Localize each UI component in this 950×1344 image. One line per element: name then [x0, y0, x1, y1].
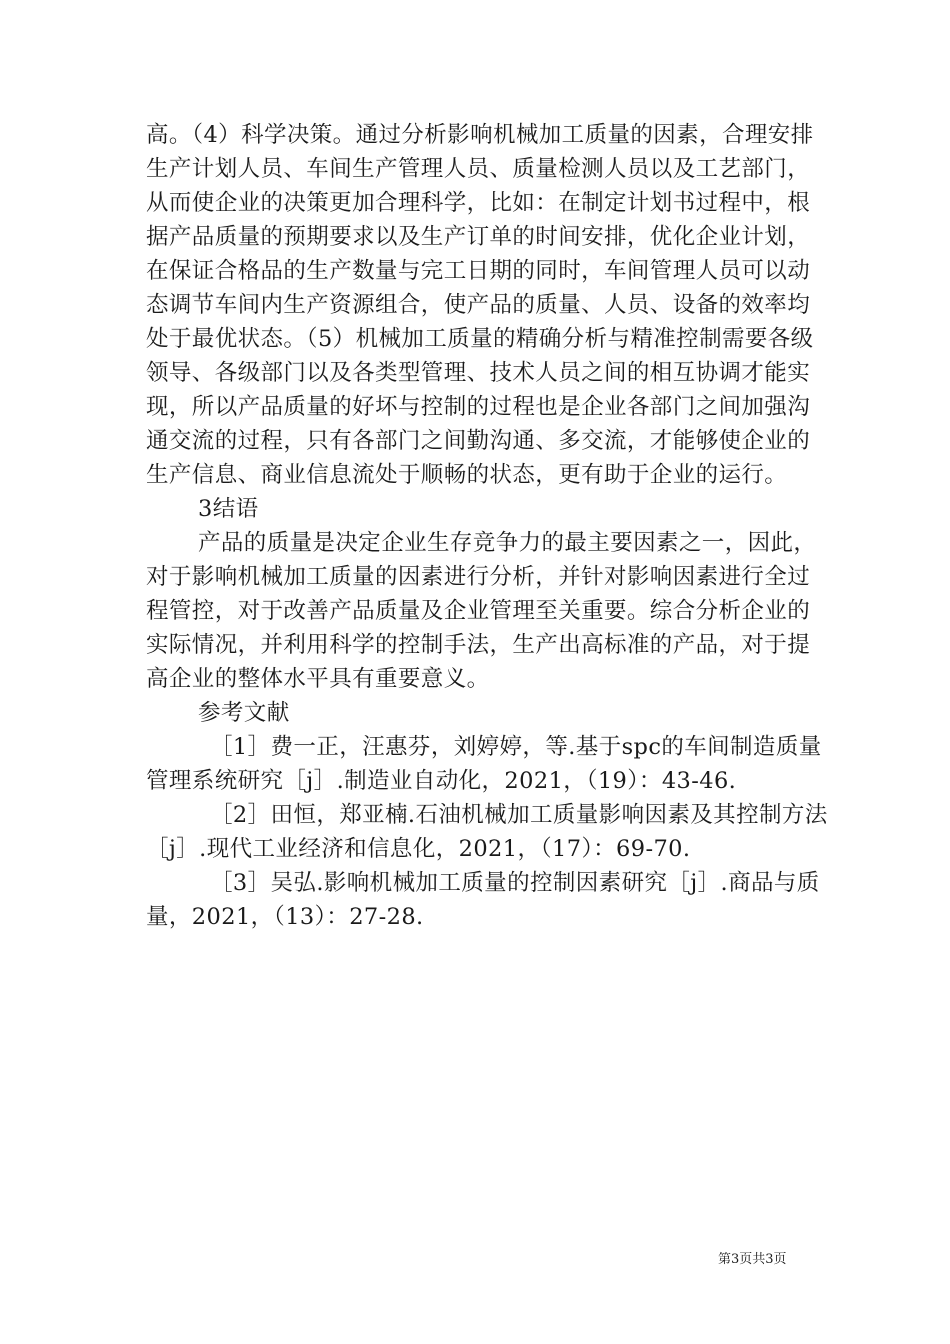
paragraph-line: 生产计划人员、车间生产管理人员、质量检测人员以及工艺部门， [146, 156, 811, 182]
paragraph-line: 从而使企业的决策更加合理科学，比如：在制定计划书过程中，根 [146, 190, 811, 216]
reference-line: 量，2021，（13）：27-28. [146, 904, 424, 930]
paragraph-line: 态调节车间内生产资源组合，使产品的质量、人员、设备的效率均 [146, 292, 811, 318]
reference-list [146, 730, 828, 934]
reference-line: 管理系统研究［j］.制造业自动化，2021，（19）：43-46. [146, 768, 737, 794]
reference-line: ［j］.现代工业经济和信息化，2021，（17）：69-70. [146, 836, 691, 862]
reference-line: ［1］费一正，汪惠芬，刘婷婷，等.基于spc的车间制造质量 [210, 734, 822, 760]
paragraph-line: 生产信息、商业信息流处于顺畅的状态，更有助于企业的运行。 [146, 462, 788, 488]
reference-line: ［3］吴弘.影响机械加工质量的控制因素研究［j］.商品与质 [210, 870, 820, 896]
page-number-footer: 第3页共3页 [718, 1252, 787, 1267]
paragraph-line: 高。（4）科学决策。通过分析影响机械加工质量的因素，合理安排 [146, 122, 814, 148]
paragraph-line: 产品的质量是决定企业生存竞争力的最主要因素之一，因此， [198, 530, 817, 556]
paragraph-line: 现，所以产品质量的好坏与控制的过程也是企业各部门之间加强沟 [146, 394, 811, 420]
paragraph-scientific-decision [146, 118, 814, 492]
conclusion-heading: 3结语 [198, 496, 259, 522]
paragraph-line: 实际情况，并利用科学的控制手法，生产出高标准的产品，对于提 [146, 632, 811, 658]
paragraph-line: 对于影响机械加工质量的因素进行分析，并针对影响因素进行全过 [146, 564, 811, 590]
reference-item [146, 730, 822, 798]
reference-item [146, 798, 828, 866]
paragraph-line: 通交流的过程，只有各部门之间勤沟通、多交流，才能够使企业的 [146, 428, 811, 454]
paragraph-line: 程管控，对于改善产品质量及企业管理至关重要。综合分析企业的 [146, 598, 811, 624]
paragraph-line: 据产品质量的预期要求以及生产订单的时间安排，优化企业计划， [146, 224, 811, 250]
reference-line: ［2］田恒，郑亚楠.石油机械加工质量影响因素及其控制方法 [210, 802, 828, 828]
paragraph-line: 高企业的整体水平具有重要意义。 [146, 666, 490, 692]
reference-item [146, 866, 820, 934]
references-heading: 参考文献 [198, 700, 290, 726]
paragraph-line: 领导、各级部门以及各类型管理、技术人员之间的相互协调才能实 [146, 360, 811, 386]
paragraph-line: 在保证合格品的生产数量与完工日期的同时，车间管理人员可以动 [146, 258, 811, 284]
document-body [146, 118, 828, 934]
conclusion-paragraph [146, 526, 817, 696]
paragraph-line: 处于最优状态。（5）机械加工质量的精确分析与精准控制需要各级 [146, 326, 814, 352]
